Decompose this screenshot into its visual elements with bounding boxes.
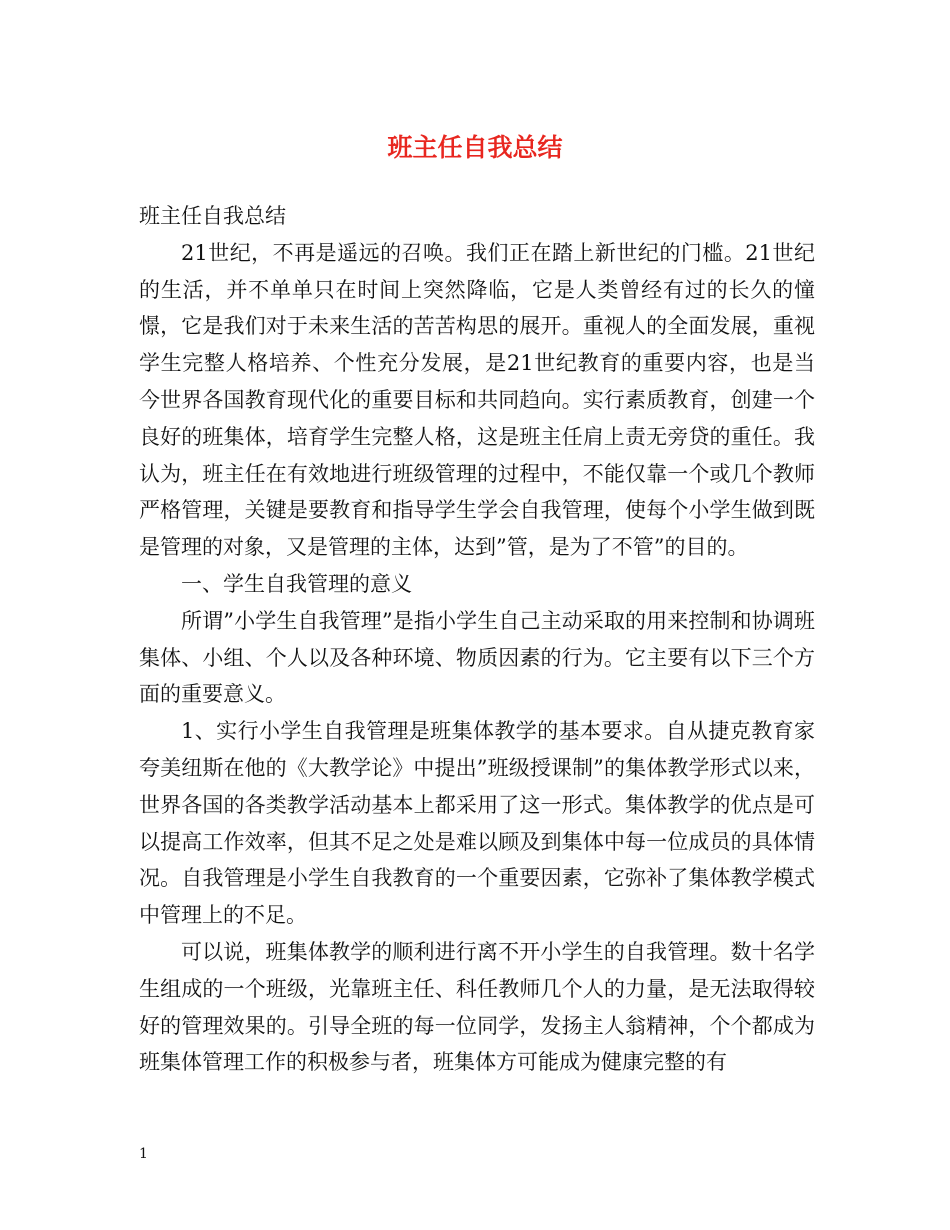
page-number: 1 — [139, 1146, 148, 1162]
paragraph-conclusion: 可以说，班集体教学的顺利进行离不开小学生的自我管理。数十名学生组成的一个班级，光靠班主任、科任教师几个人的力量，是无法取得较好的管理效果的。引导全班的每一位同学，发扬主人翁精神，个个都成为班集体管理工作的积极参与者，班集体方可能成为健康完整的有 — [139, 939, 815, 1075]
paragraph-point-1: 1、实行小学生自我管理是班集体教学的基本要求。自从捷克教育家夸美纽斯在他的《大教学论》中提出”班级授课制”的集体教学形式以来，世界各国的各类教学活动基本上都采用了这一形式。集体教学的优点是可以提高工作效率，但其不足之处是难以顾及到集体中每一位成员的具体情况。自我管理是小学生自我教育的一个重要因素，它弥补了集体教学模式中管理上的不足。 — [139, 719, 815, 928]
document-subtitle: 班主任自我总结 — [139, 204, 286, 228]
paragraph-definition: 所谓”小学生自我管理”是指小学生自己主动采取的用来控制和协调班集体、小组、个人以及各种环境、物质因素的行为。它主要有以下三个方面的重要意义。 — [139, 608, 815, 707]
document-body — [139, 198, 815, 1081]
document-title: 班主任自我总结 — [387, 133, 563, 162]
paragraph-intro: 21世纪，不再是遥远的召唤。我们正在踏上新世纪的门槛。21世纪的生活，并不单单只在时间上突然降临，它是人类曾经有过的长久的憧憬，它是我们对于未来生活的苦苦构思的展开。重视人的全面发展，重视学生完整人格培养、个性充分发展，是21世纪教育的重要内容，也是当今世界各国教育现代化的重要目标和共同趋向。实行素质教育，创建一个良好的班集体，培育学生完整人格，这是班主任肩上责无旁贷的重任。我认为，班主任在有效地进行班级管理的过程中，不能仅靠一个或几个教师严格管理，关键是要教育和指导学生学会自我管理，使每个小学生做到既是管理的对象，又是管理的主体，达到”管，是为了不管”的目的。 — [139, 240, 815, 560]
section-heading-1: 一、学生自我管理的意义 — [181, 571, 412, 596]
